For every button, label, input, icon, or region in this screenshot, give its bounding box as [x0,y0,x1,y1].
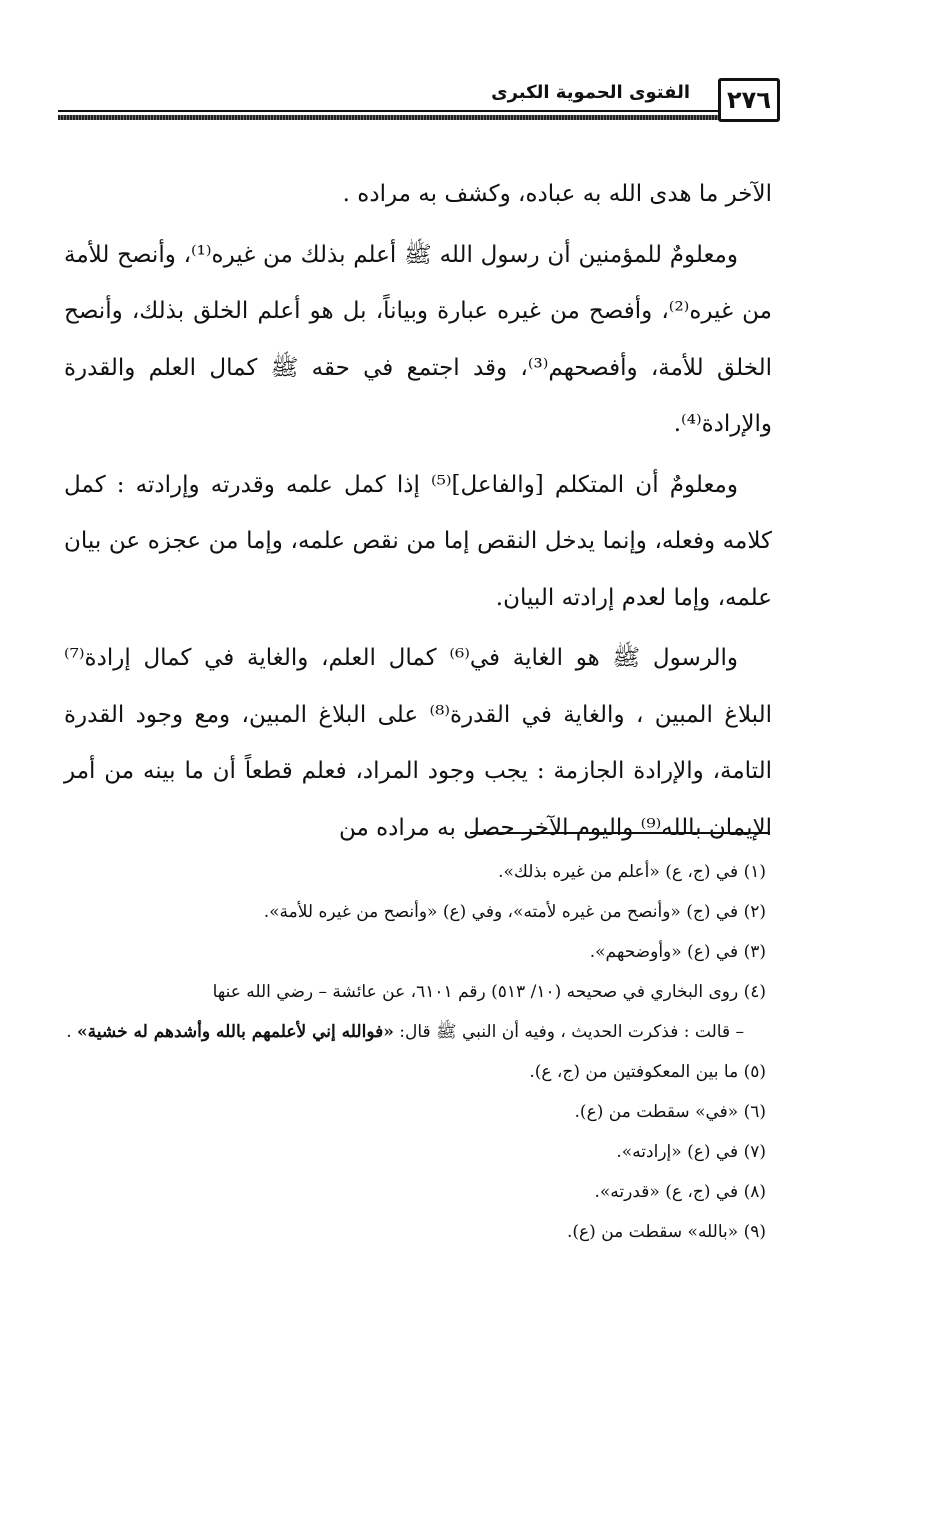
footnote-4-end: . [66,1022,78,1042]
footnote-5: (٥) ما بين المعكوفتين من (ج، ع). [529,1062,766,1082]
page-number: ٢٧٦ [718,78,780,122]
footnote-8: (٨) في (ج، ع) «قدرته». [594,1182,766,1202]
paragraph-3: ومعلومٌ أن المتكلم [والفاعل]⁽⁵⁾ إذا كمل علمه وقدرته وإرادته : كمل كلامه وفعله، وإنما يدخل النقص إما من نقص علمه، وإما من عجزه عن بيان علمه، وإما لعدم إرادته البيان. [64,471,772,611]
footnote-2: (٢) في (ج) «وأنصح من غيره لأمته»، وفي (ع) «وأنصح من غيره للأمة». [263,902,766,922]
footnote-separator [470,832,770,834]
paragraph-1: الآخر ما هدى الله به عباده، وكشف به مراده . [342,181,772,207]
paragraph-4: والرسول ﷺ هو الغاية في⁽⁶⁾ كمال العلم، والغاية في كمال إرادة⁽⁷⁾ البلاغ المبين ، والغاية في القدرة⁽⁸⁾ على البلاغ المبين، ومع وجود القدرة التامة، والإرادة الجازمة : يجب وجود المراد، فعلم قطعاً أن ما بينه من أمر الإيمان بالله⁽⁹⁾ واليوم الآخر حصل به مراده من [64,645,773,841]
paragraph-2: ومعلومٌ للمؤمنين أن رسول الله ﷺ أعلم بذلك من غيره⁽¹⁾، وأنصح للأمة من غيره⁽²⁾، وأفصح من غيره عبارة وبياناً، بل هو أعلم الخلق بذلك، وأنصح الخلق للأمة، وأفصحهم⁽³⁾، وقد اجتمع في حقه ﷺ كمال العلم والقدرة والإرادة⁽⁴⁾. [64,241,772,437]
footnote-4: (٤) روى البخاري في صحيحه (١٠/ ٥١٣) رقم ٦١٠١، عن عائشة – رضي الله عنها [212,982,766,1002]
footnote-3: (٣) في (ع) «وأوضحهم». [589,942,766,962]
header-rule-double [58,115,720,120]
header-rule [58,110,720,112]
footnotes [50,852,766,1252]
footnote-4-continued [50,1012,766,1052]
footnote-7: (٧) في (ع) «إرادته». [616,1142,766,1162]
footnote-4-hadith-quote: «فوالله إني لأعلمهم بالله وأشدهم له خشية» [77,1022,394,1042]
footnote-4-text: – قالت : فذكرت الحديث ، وفيه أن النبي ﷺ قال: [393,1022,744,1042]
footnote-9: (٩) «بالله» سقطت من (ع). [566,1222,766,1242]
running-title: الفتوى الحموية الكبرى [491,82,690,103]
main-text [64,166,772,860]
page-header [58,78,780,126]
footnote-1: (١) في (ج، ع) «أعلم من غيره بذلك». [498,862,766,882]
footnote-6: (٦) «في» سقطت من (ع). [574,1102,766,1122]
